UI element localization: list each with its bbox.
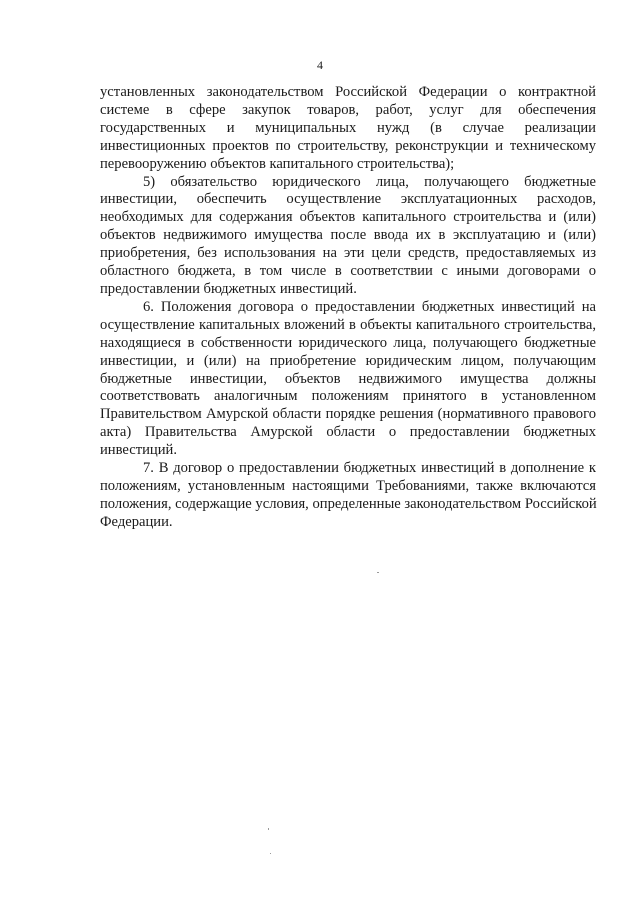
text-line: приобретения, без использования на эти цели средств, предоставляемых из [100, 245, 596, 262]
text-line: необходимых для содержания объектов капитального строительства и (или) [100, 209, 596, 226]
text-line: 7. В договор о предоставлении бюджетных инвестиций в дополнение к [143, 460, 596, 477]
paragraph-item-7 [100, 460, 596, 532]
text-line: соответствовать аналогичным положениям принятого в установленном [100, 388, 596, 405]
page-number: 4 [317, 58, 323, 72]
text-line: инвестиционных проектов по строительству, реконструкции и техническому [100, 137, 596, 154]
text-line: инвестиции, и (или) на приобретение юридическим лицом, получающим [100, 352, 596, 369]
text-line: перевооружению объектов капитального строительства); [100, 155, 455, 172]
text-line: положения, содержащие условия, определенные законодательством Российской [100, 495, 597, 512]
paragraph-item-5 [100, 174, 596, 299]
text-line: 5) обязательство юридического лица, получающего бюджетные [143, 173, 596, 190]
document-body [100, 84, 596, 532]
text-line: областного бюджета, в том числе в соответствии с иными договорами о [100, 263, 596, 280]
text-line: инвестиций. [100, 442, 178, 459]
paragraph-item-6 [100, 299, 596, 460]
text-line: объектов недвижимого имущества после ввода их в эксплуатацию и (или) [100, 227, 596, 244]
text-line: государственных и муниципальных нужд (в случае реализации [100, 119, 596, 136]
scan-speck [270, 853, 271, 854]
text-line: акта) Правительства Амурской области о предоставлении бюджетных [100, 424, 596, 441]
text-line: осуществление капитальных вложений в объекты капитального строительства, [100, 316, 596, 333]
text-line: предоставлении бюджетных инвестиций. [100, 280, 357, 297]
text-line: бюджетные инвестиции, объектов недвижимого имущества должны [100, 370, 596, 387]
text-line: системе в сфере закупок товаров, работ, услуг для обеспечения [100, 101, 596, 118]
paragraph-continuation [100, 84, 596, 174]
text-line: инвестиции, обеспечить осуществление эксплуатационных расходов, [100, 191, 596, 208]
scan-speck [268, 828, 269, 830]
text-line: Правительством Амурской области порядке решения (нормативного правового [100, 406, 596, 423]
text-line: Федерации. [100, 513, 173, 530]
scan-speck [377, 572, 379, 573]
text-line: положениям, установленным настоящими Требованиями, также включаются [100, 477, 596, 494]
text-line: находящиеся в собственности юридического лица, получающего бюджетные [100, 334, 596, 351]
text-line: 6. Положения договора о предоставлении бюджетных инвестиций на [143, 298, 596, 315]
text-line: установленных законодательством Российской Федерации о контрактной [100, 84, 596, 100]
